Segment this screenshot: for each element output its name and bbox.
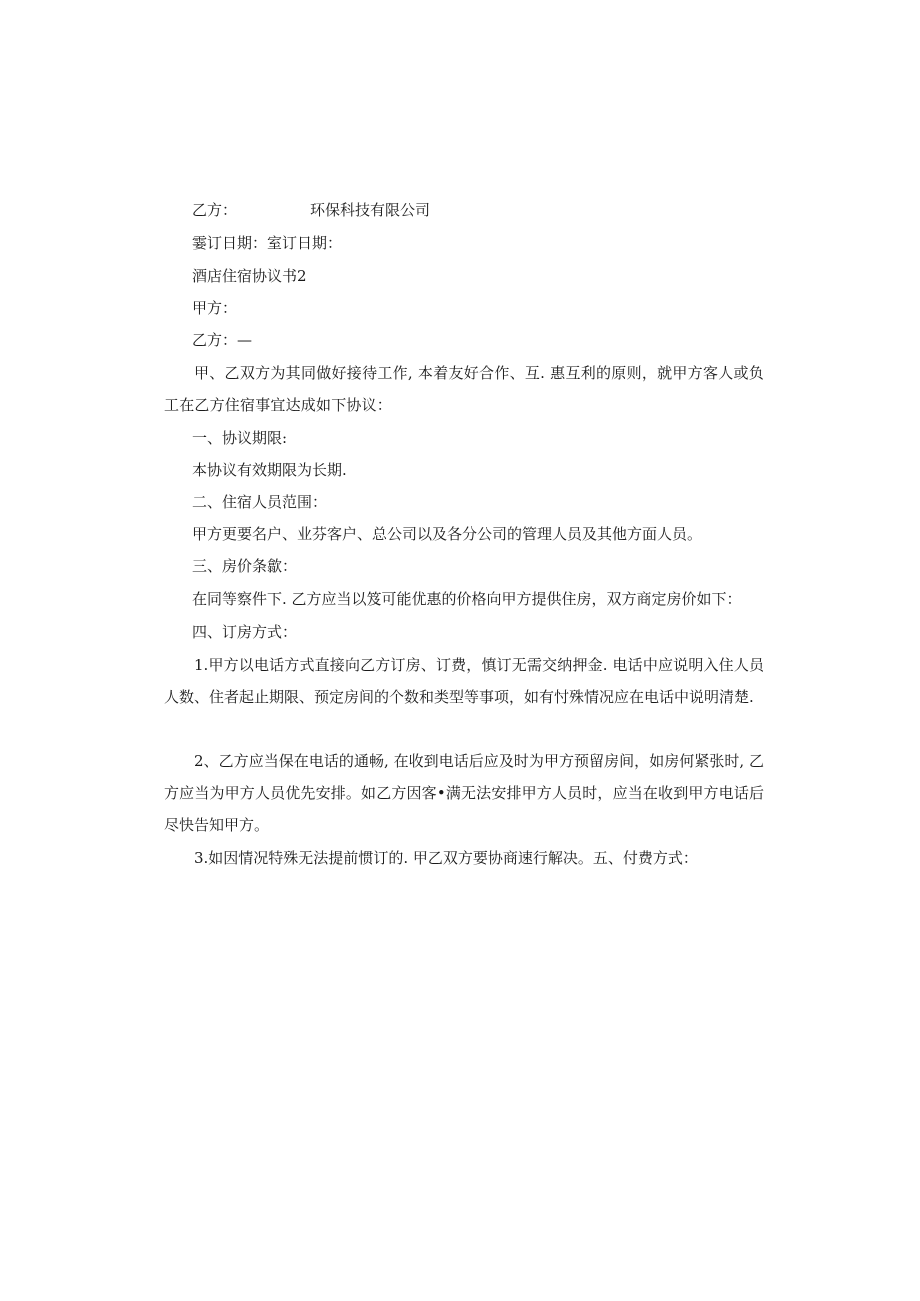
party-a-line: 甲方： <box>192 299 238 317</box>
party-b-company: 环保科技有限公司 <box>310 201 431 219</box>
document-title: 酒店住宿协议书2 <box>192 267 307 285</box>
section-1-title: 一、协议期限: <box>192 429 288 447</box>
party-b-label: 乙方： <box>192 201 238 219</box>
section-4-title: 四、订房方式： <box>192 623 298 641</box>
section-2-text: 甲方更要名户、业芬客户、总公司以及各分公司的管理人员及其他方面人员。 <box>192 525 703 543</box>
section-1-text: 本协议有效期限为长期. <box>192 461 347 479</box>
section-3-text: 在同等察件下. 乙方应当以笈可能优惠的价格向甲方提供住房，双方商定房价如下： <box>192 590 742 608</box>
sign-dates: 霎订日期：室订日期： <box>192 234 343 252</box>
party-b-line <box>192 200 430 220</box>
item-3-paragraph: 3.如因情况特殊无法提前惯订的. 甲乙双方要协商速行解决。五、付费方式： <box>194 849 698 867</box>
item-1-paragraph: 1.甲方以电话方式直接向乙方订房、订费，慎订无需交纳押金. 电话中应说明入住人员人数、住者起止期限、预定房间的个数和类型等事项，如有忖殊情况应在电话中说明清楚. <box>164 656 764 706</box>
intro-paragraph: 甲、乙双方为其同做好接待工作, 本着友好合作、互. 惠互利的原则，就甲方客人或负工在乙方住宿事宜达成如下协议： <box>164 364 764 414</box>
section-3-title: 三、房价条歙： <box>192 557 298 575</box>
party-b-blank-line: 乙方：— <box>192 331 253 349</box>
item-2-paragraph: 2、乙方应当保在电话的通畅, 在收到电话后应及时为甲方预留房间，如房何紧张时, 乙方应当为甲方人员优先安排。如乙方因客•满无法安排甲方人员时，应当在收到甲方电话后尽快告知甲方。 <box>164 752 764 834</box>
section-2-title: 二、住宿人员范围： <box>192 493 328 511</box>
